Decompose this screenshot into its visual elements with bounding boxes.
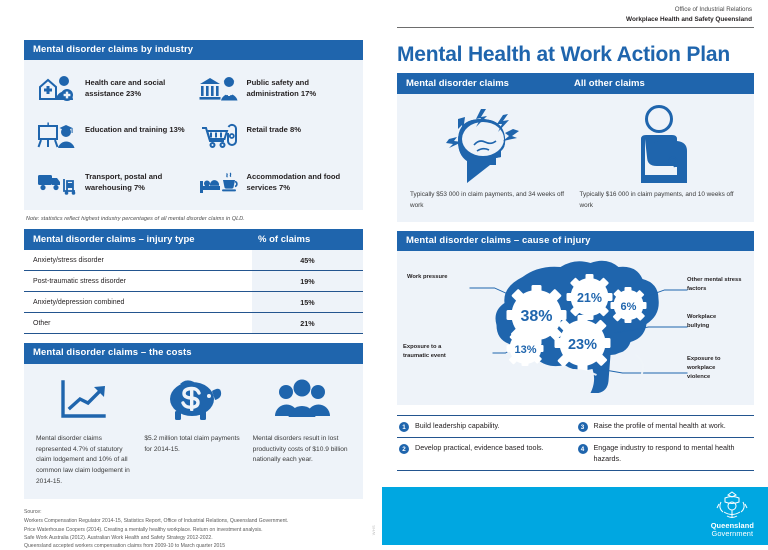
- injury-pct-cell: 15%: [252, 292, 363, 313]
- action-number-badge: 1: [399, 422, 409, 432]
- gear-label-38: 38%: [520, 308, 553, 326]
- action-item-2[interactable]: [397, 438, 576, 471]
- health-care-icon: [36, 72, 78, 106]
- retail-trade-icon: [198, 119, 240, 153]
- table-header-row: [24, 229, 363, 250]
- industry-item-accommodation: [198, 166, 354, 200]
- injury-type-cell: Anxiety/depression combined: [24, 292, 252, 313]
- table-row: [24, 313, 363, 334]
- industry-item-health-care: [36, 72, 192, 106]
- action-number-badge: 3: [578, 422, 588, 432]
- source-line: Queensland accepted workers compensation claims from 2009-10 to March quarter 2015: [24, 543, 226, 550]
- brain-label-exposure-violence: Exposure to workplace violence: [687, 356, 721, 380]
- brand-block: [397, 6, 754, 24]
- injury-type-table: [24, 229, 363, 334]
- gear-other-mental: [567, 274, 613, 320]
- comparison-header-left: Mental disorder claims: [406, 78, 509, 90]
- cause-of-injury-section: [397, 231, 754, 405]
- brand-divider: [397, 27, 754, 28]
- education-icon: [36, 119, 78, 153]
- logo-line-2: Government: [711, 529, 754, 539]
- injury-pct-cell: 45%: [252, 250, 363, 271]
- costs-body: [24, 364, 363, 499]
- injury-type-cell: Anxiety/stress disorder: [24, 250, 252, 271]
- source-heading: Source:: [24, 509, 42, 516]
- costs-section-header: Mental disorder claims – the costs: [24, 343, 363, 363]
- action-item-text: Raise the profile of mental health at work.: [593, 421, 726, 431]
- chart-growth-icon: [36, 374, 134, 426]
- public-safety-icon: [198, 72, 240, 106]
- gear-label-13: 13%: [514, 344, 537, 357]
- right-panel: [385, 0, 768, 545]
- industry-section-header: Mental disorder claims by industry: [24, 40, 363, 60]
- brand-line-2: Workplace Health and Safety Queensland: [626, 15, 752, 23]
- brain-chart: [397, 251, 754, 405]
- brain-label-workplace-bullying: Workplace bullying: [687, 314, 717, 330]
- brand-line-1: Office of Industrial Relations: [674, 6, 752, 13]
- comparison-body: [397, 94, 754, 222]
- piggy-bank-icon: [144, 374, 242, 426]
- source-line: Price Waterhouse Coopers (2014). Creating a mentally healthy workplace. Return on investment analysis.: [24, 526, 263, 533]
- industry-item-label: Education and training 13%: [85, 125, 185, 135]
- comparison-text-other: Typically $16 000 in claim payments, and 10 weeks off work: [579, 191, 734, 210]
- table-row: [24, 271, 363, 292]
- source-block: [24, 508, 363, 550]
- industry-grid: [36, 72, 353, 200]
- comparison-col-other: [576, 102, 746, 212]
- industry-item-label: Health care and social assistance 23%: [85, 78, 166, 99]
- table-row: [24, 250, 363, 271]
- action-item-text: Build leadership capability.: [415, 421, 500, 431]
- qld-crest-icon: [715, 490, 749, 520]
- action-number-badge: 4: [578, 444, 588, 454]
- industry-section: [24, 40, 363, 222]
- gear-label-6: 6%: [620, 301, 637, 314]
- pct-col-header: % of claims: [252, 229, 363, 250]
- injury-pct-cell: 19%: [252, 271, 363, 292]
- industry-item-public-safety: [198, 72, 354, 106]
- industry-item-label: Accommodation and food services 7%: [246, 172, 341, 193]
- action-item-4[interactable]: [576, 438, 755, 471]
- industry-item-retail: [198, 119, 354, 153]
- cost-item-text: Mental disorders result in lost productivity costs of $10.9 billion nationally each year.: [252, 434, 348, 464]
- table-row: [24, 292, 363, 313]
- gear-workplace-bullying: [611, 287, 647, 323]
- accommodation-icon: [198, 166, 240, 200]
- industry-item-transport: [36, 166, 192, 200]
- source-line: Workers Compensation Regulator 2014-15, Statistics Report, Office of Industrial Relations, Queensland Government.: [24, 518, 289, 525]
- costs-section: [24, 343, 363, 499]
- action-item-1[interactable]: [397, 416, 576, 438]
- page-title: Mental Health at Work Action Plan: [397, 43, 730, 67]
- cost-item-text: Mental disorder claims represented 4.7% of statutory claim lodgement and 10% of all common law claim lodgement in 2014-15.: [36, 434, 130, 485]
- comparison-header: [397, 73, 754, 94]
- people-group-icon: [253, 374, 351, 426]
- head-lightning-icon: [406, 102, 576, 190]
- industry-item-label: Retail trade 8%: [246, 125, 301, 135]
- transport-icon: [36, 166, 78, 200]
- cost-item-statutory: [36, 374, 134, 487]
- source-line: Safe Work Australia (2012). Australian Work Health and Safety Strategy 2012-2022.: [24, 534, 213, 541]
- comparison-text-mental: Typically $53 000 in claim payments, and 34 weeks off work: [410, 191, 565, 210]
- injury-pct-cell: 21%: [252, 313, 363, 334]
- brain-label-other-mental: Other mental stress factors: [687, 277, 742, 293]
- industry-item-label: Transport, postal and warehousing 7%: [85, 172, 163, 193]
- arm-sling-icon: [576, 102, 746, 190]
- injury-type-cell: Post-traumatic stress disorder: [24, 271, 252, 292]
- action-item-text: Engage industry to respond to mental health hazards.: [593, 443, 735, 464]
- side-code-text: WHS: [371, 524, 376, 535]
- brain-label-exposure-traumatic: Exposure to a traumatic event: [403, 344, 446, 360]
- industry-item-education: [36, 119, 192, 153]
- cost-item-productivity: [253, 374, 351, 487]
- industry-box: [24, 60, 363, 210]
- gear-label-23: 23%: [567, 337, 598, 354]
- cause-section-header: Mental disorder claims – cause of injury: [397, 231, 754, 251]
- cost-item-text: $5.2 million total claim payments for 2014-15.: [144, 434, 240, 453]
- injury-type-cell: Other: [24, 313, 252, 334]
- cost-item-payments: [144, 374, 242, 487]
- action-items-grid: [397, 416, 754, 471]
- comparison-col-mental: [406, 102, 576, 212]
- gear-label-21: 21%: [576, 291, 603, 306]
- industry-item-label: Public safety and administration 17%: [246, 78, 317, 99]
- industry-note: Note: statistics reflect highest industry percentages of all mental disorder claims in QLD.: [26, 216, 245, 223]
- gear-exposure-violence: [555, 315, 611, 371]
- logo-line-1: Queensland: [710, 520, 754, 530]
- injury-type-col-header: Mental disorder claims – injury type: [24, 229, 252, 250]
- action-items-list: [397, 415, 754, 471]
- queensland-government-logo: [711, 490, 754, 539]
- action-item-3[interactable]: [576, 416, 755, 438]
- comparison-header-right: All other claims: [574, 78, 645, 90]
- action-item-text: Develop practical, evidence based tools.: [415, 443, 544, 453]
- action-number-badge: 2: [399, 444, 409, 454]
- claims-comparison-section: [397, 73, 754, 222]
- gear-exposure-traumatic: [507, 329, 544, 366]
- brain-label-work-pressure: Work pressure: [407, 274, 448, 281]
